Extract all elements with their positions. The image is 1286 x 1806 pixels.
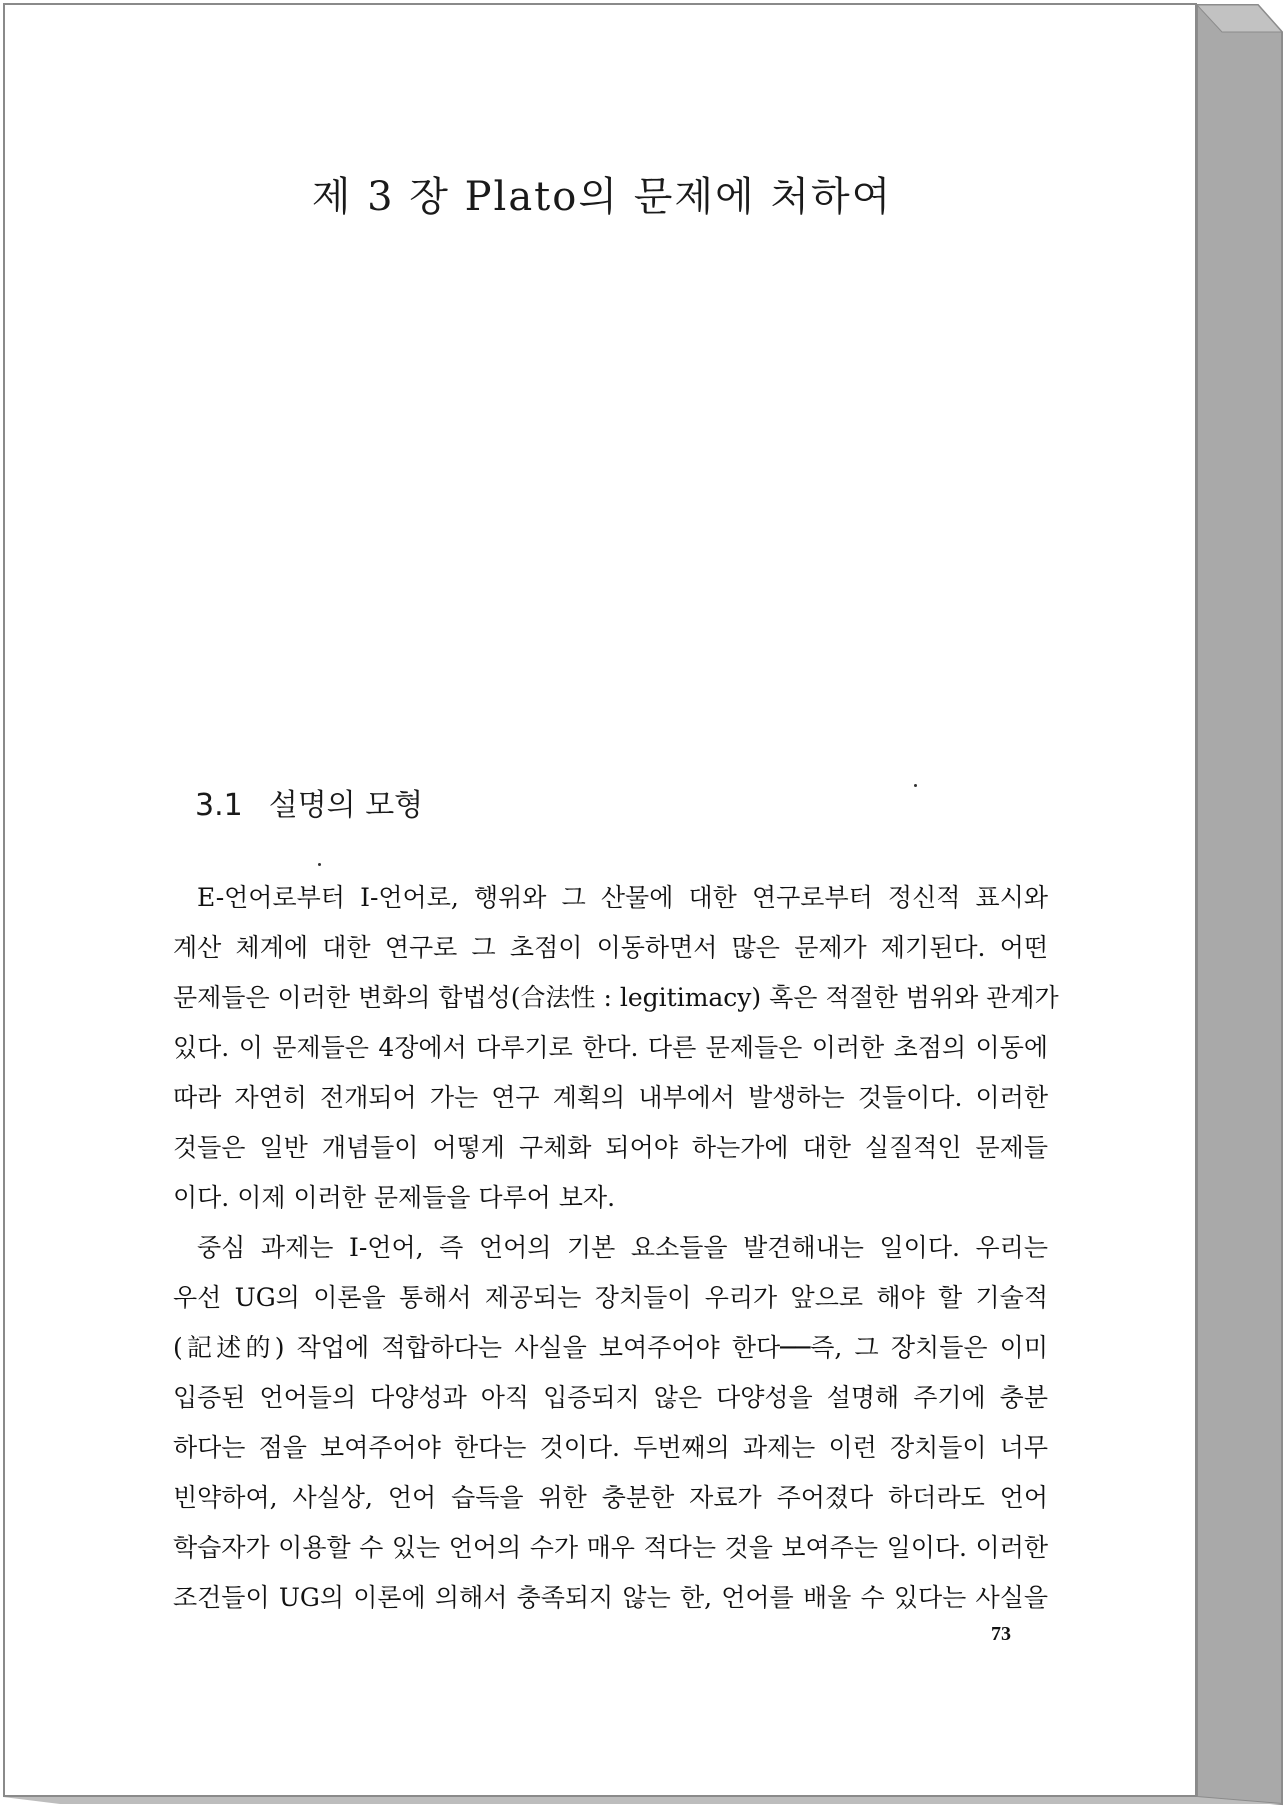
scan-speck — [914, 784, 917, 787]
text-line: 입증된 언어들의 다양성과 아직 입증되지 않은 다양성을 설명해 주기에 충분 — [173, 1383, 1048, 1412]
book-page — [3, 3, 1197, 1797]
text-line: 하다는 점을 보여주어야 한다는 것이다. 두번째의 과제는 이런 장치들이 너무 — [173, 1433, 1048, 1462]
body-text — [173, 873, 1059, 1623]
section-heading — [195, 780, 423, 824]
page-number: 73 — [991, 1623, 1011, 1645]
text-line: 빈약하여, 사실상, 언어 습득을 위한 충분한 자료가 주어졌다 하더라도 언어 — [173, 1483, 1048, 1512]
text-line: 문제들은 이러한 변화의 합법성(合法性 : legitimacy) 혹은 적절한 범위와 관계가 — [173, 983, 1059, 1012]
book-edge-bottom-shadow — [3, 1797, 1282, 1804]
text-line: 이다. 이제 이러한 문제들을 다루어 보자. — [173, 1183, 616, 1212]
book-edge-side — [1197, 5, 1282, 1804]
text-line: 것들은 일반 개념들이 어떻게 구체화 되어야 하는가에 대한 실질적인 문제들 — [173, 1133, 1048, 1162]
section-number: 3.1 — [195, 788, 243, 823]
text-line: (記述的) 작업에 적합하다는 사실을 보여주어야 한다──즉, 그 장치들은 이미 — [173, 1333, 1048, 1362]
scan-speck — [318, 863, 321, 866]
text-line: 중심 과제는 I-언어, 즉 언어의 기본 요소들을 발견해내는 일이다. 우리는 — [197, 1233, 1048, 1262]
text-line: 있다. 이 문제들은 4장에서 다루기로 한다. 다른 문제들은 이러한 초점의 이동에 — [173, 1033, 1048, 1062]
text-line: 학습자가 이용할 수 있는 언어의 수가 매우 적다는 것을 보여주는 일이다. 이러한 — [173, 1533, 1048, 1562]
text-line: 따라 자연히 전개되어 가는 연구 계획의 내부에서 발생하는 것들이다. 이러한 — [173, 1083, 1048, 1112]
text-line: E-언어로부터 I-언어로, 행위와 그 산물에 대한 연구로부터 정신적 표시와 — [197, 883, 1048, 912]
text-line: 우선 UG의 이론을 통해서 제공되는 장치들이 우리가 앞으로 해야 할 기술적 — [173, 1283, 1048, 1312]
section-title: 설명의 모형 — [268, 788, 424, 823]
text-line: 조건들이 UG의 이론에 의해서 충족되지 않는 한, 언어를 배울 수 있다는 사실을 — [173, 1583, 1048, 1612]
chapter-title: 제 3 장 Plato의 문제에 처하여 — [311, 174, 893, 220]
text-line: 계산 체계에 대한 연구로 그 초점이 이동하면서 많은 문제가 제기된다. 어떤 — [173, 933, 1048, 962]
